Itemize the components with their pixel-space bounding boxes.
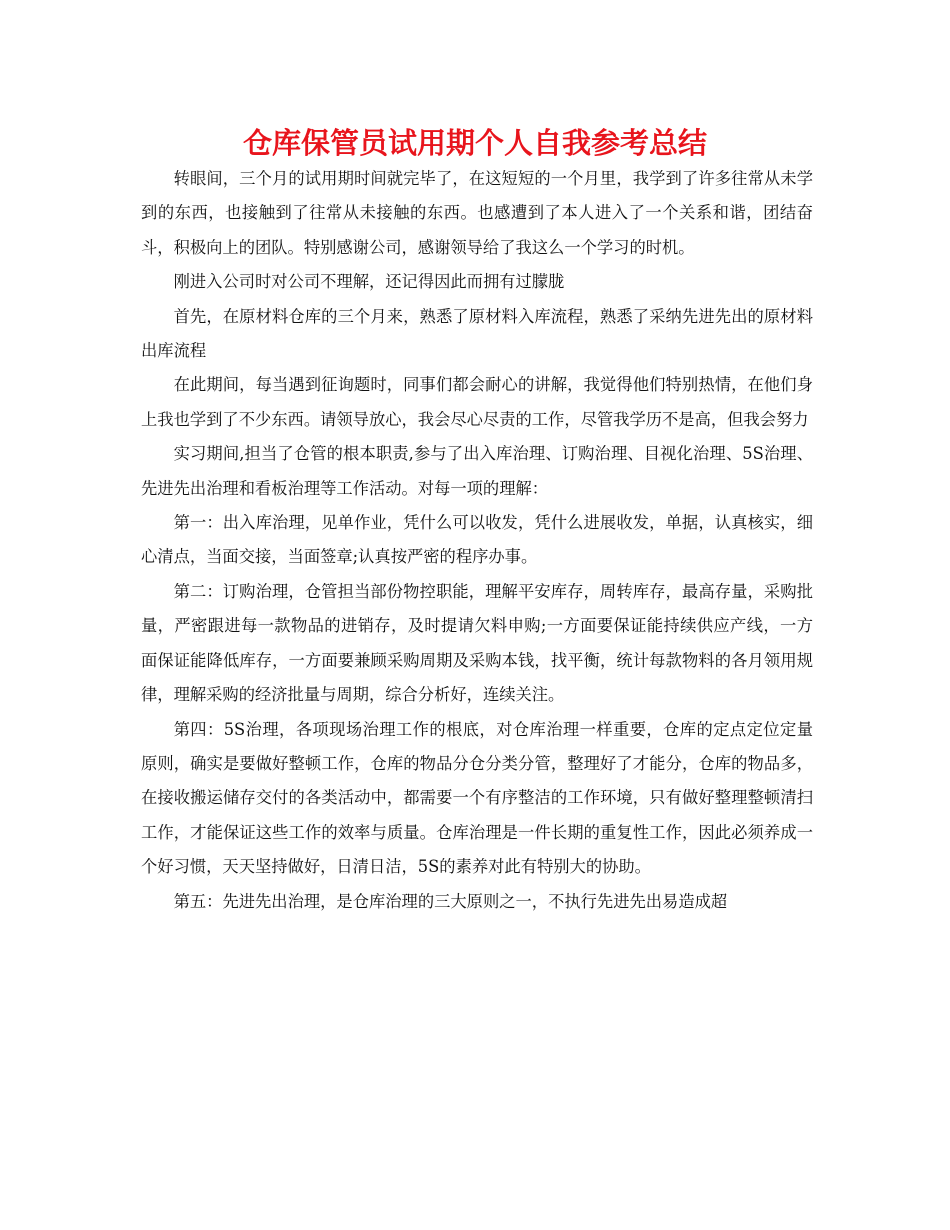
document-body (141, 162, 813, 919)
paragraph-first-impression: 刚进入公司时对公司不理解，还记得因此而拥有过朦胧 (173, 272, 565, 292)
paragraph-internship-duties: 实习期间,担当了仓管的根本职责,参与了出入库治理、订购治理、目视化治理、5S治理、先进先出治理和看板治理等工作活动。对每一项的理解： (141, 444, 813, 498)
paragraph-item-four: 第四：5S治理，各项现场治理工作的根底，对仓库治理一样重要，仓库的定点定位定量原则，确实是要做好整顿工作，仓库的物品分仓分类分管，整理好了才能分，仓库的物品多，在接收搬运储存交付的各类活动中，都需要一个有序整洁的工作环境，只有做好整理整顿清扫工作，才能保证这些工作的效率与质量。仓库治理是一件长期的重复性工作，因此必须养成一个好习惯，天天坚持做好，日清日洁，5S的素养对此有特别大的协助。 (141, 719, 813, 877)
paragraph-item-one: 第一：出入库治理，见单作业，凭什么可以收发，凭什么进展收发，单据，认真核实，细心清点，当面交接，当面签章;认真按严密的程序办事。 (141, 513, 813, 567)
paragraph-raw-material: 首先，在原材料仓库的三个月来，熟悉了原材料入库流程，熟悉了采纳先进先出的原材料出库流程 (141, 306, 813, 361)
paragraph-intro: 转眼间，三个月的试用期时间就完毕了，在这短短的一个月里，我学到了许多往常从未学到的东西，也接触到了往常从未接触的东西。也感遭到了本人进入了一个关系和谐，团结奋斗，积极向上的团队。特别感谢公司，感谢领导给了我这么一个学习的时机。 (141, 169, 813, 257)
document-title: 仓库保管员试用期个人自我参考总结 (242, 126, 707, 160)
paragraph-colleagues: 在此期间，每当遇到征询题时，同事们都会耐心的讲解，我觉得他们特别热情，在他们身上我也学到了不少东西。请领导放心，我会尽心尽责的工作，尽管我学历不是高，但我会努力 (141, 375, 813, 429)
paragraph-item-five: 第五：先进先出治理，是仓库治理的三大原则之一，不执行先进先出易造成超 (173, 891, 728, 911)
paragraph-item-two: 第二：订购治理，仓管担当部份物控职能，理解平安库存，周转库存，最高存量，采购批量，严密跟进每一款物品的进销存，及时提请欠料申购;一方面要保证能持续供应产线，一方面保证能降低库存，一方面要兼顾采购周期及采购本钱，找平衡，统计每款物料的各月领用规律，理解采购的经济批量与周期，综合分析好，连续关注。 (141, 581, 813, 705)
